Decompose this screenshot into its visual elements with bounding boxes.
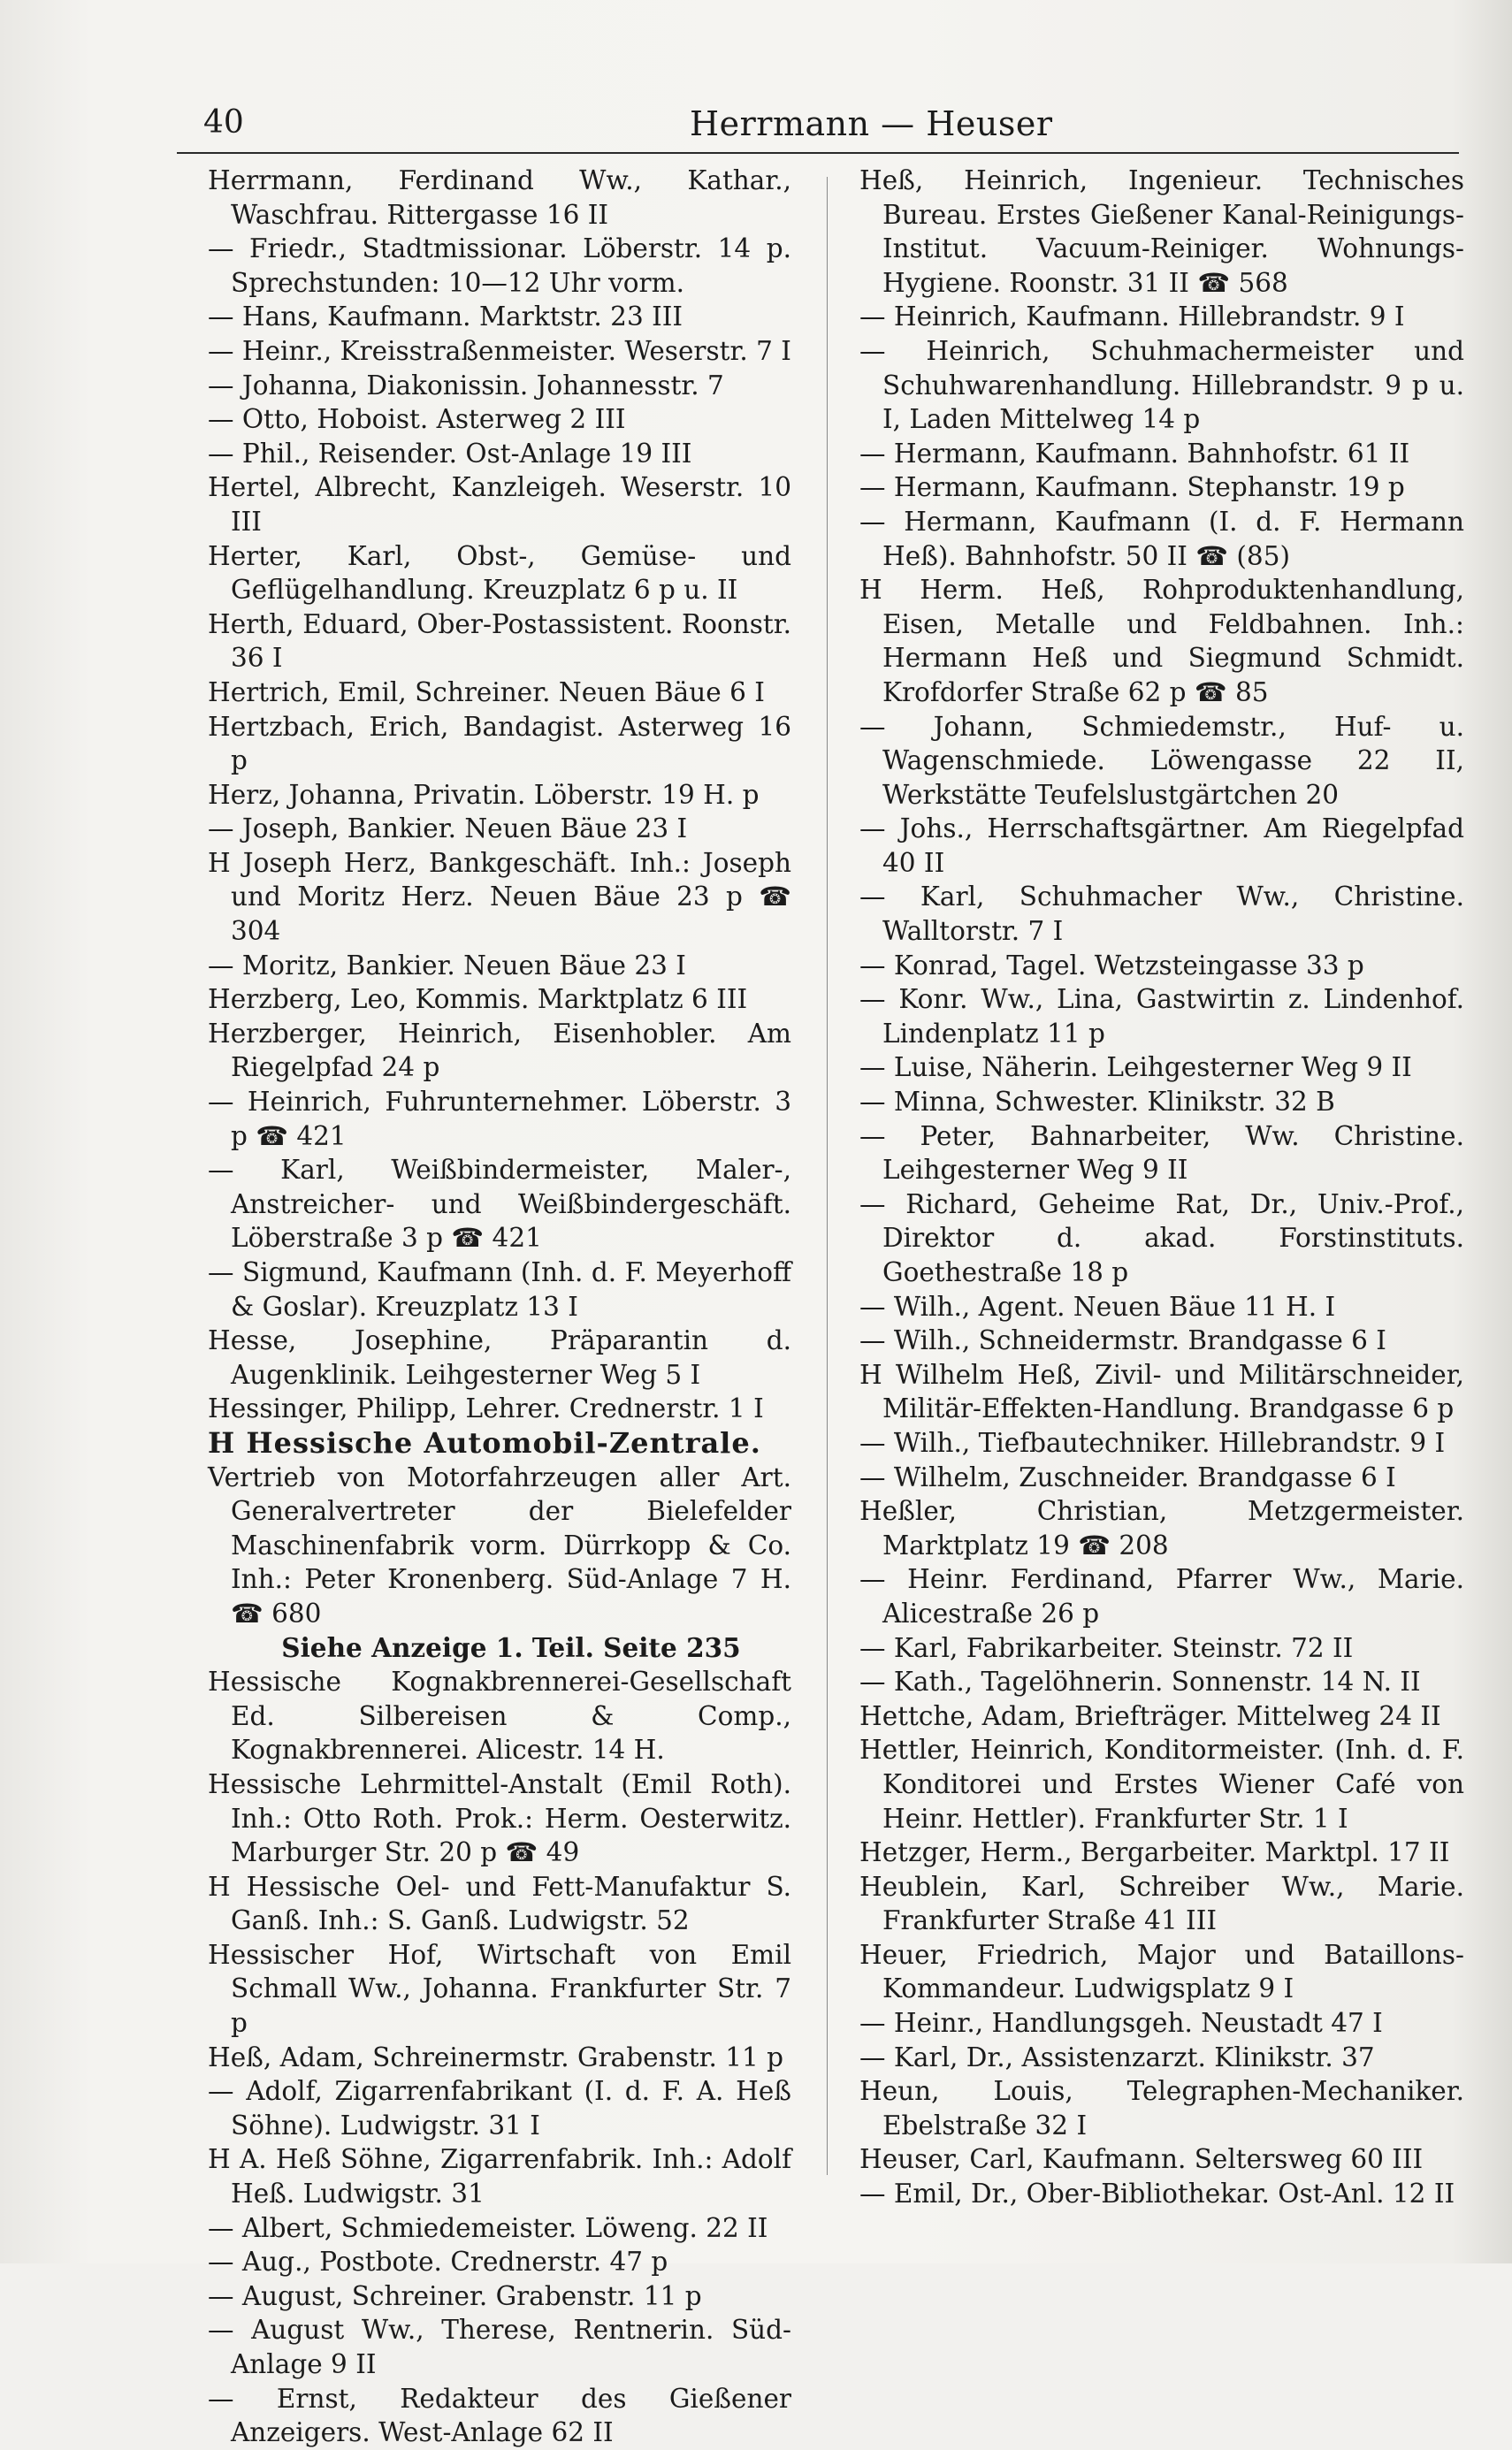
directory-entry: — Heinr., Kreisstraßenmeister. Weserstr. 7 I	[208, 335, 791, 366]
directory-entry: — Heinrich, Kaufmann. Hillebrandstr. 9 I	[859, 301, 1405, 332]
directory-entry: — Wilh., Agent. Neuen Bäue 11 H. I	[859, 1291, 1336, 1322]
directory-entry: — Johanna, Diakonissin. Johannesstr. 7	[208, 370, 724, 401]
page-header	[177, 99, 1459, 154]
directory-entry: Hettche, Adam, Briefträger. Mittelweg 24 II	[859, 1700, 1441, 1731]
directory-entry: Heß, Heinrich, Ingenieur. Technisches Bureau. Erstes Gießener Kanal-Reinigungs-Institut. Vacuum-Reiniger. Wohnungs-Hygiene. Roonstr. 31 II ☎ 568	[859, 165, 1464, 298]
directory-entry: — Konr. Ww., Lina, Gastwirtin z. Lindenhof. Lindenplatz 11 p	[859, 984, 1464, 1049]
column-divider	[827, 177, 828, 2175]
directory-entry: H Herm. Heß, Rohproduktenhandlung, Eisen, Metalle und Feldbahnen. Inh.: Hermann Heß und Siegmund Schmidt. Krofdorfer Straße 62 p ☎ 85	[859, 575, 1464, 707]
directory-entry: H Hessische Automobil-Zentrale.	[208, 1425, 761, 1460]
directory-entry: — Hermann, Kaufmann. Stephanstr. 19 p	[859, 472, 1405, 503]
directory-entry: — Albert, Schmiedemeister. Löweng. 22 II	[208, 2212, 768, 2243]
directory-entry: — Karl, Weißbindermeister, Maler-, Anstreicher- und Weißbindergeschäft. Löberstraße 3 p ☎ 421	[208, 1155, 791, 1254]
directory-entry: — Karl, Schuhmacher Ww., Christine. Walltorstr. 7 I	[859, 882, 1464, 947]
directory-entry: H Hessische Oel- und Fett-Manufaktur S. Ganß. Inh.: S. Ganß. Ludwigstr. 52	[208, 1871, 791, 1936]
directory-entry: Siehe Anzeige 1. Teil. Seite 235	[281, 1631, 741, 1663]
directory-entry: — Peter, Bahnarbeiter, Ww. Christine. Leihgesterner Weg 9 II	[859, 1120, 1464, 1186]
directory-entry: — Heinr., Handlungsgeh. Neustadt 47 I	[859, 2008, 1383, 2039]
directory-entry: Heuser, Carl, Kaufmann. Seltersweg 60 III	[859, 2144, 1424, 2175]
directory-entry: Hessische Lehrmittel-Anstalt (Emil Roth). Inh.: Otto Roth. Prok.: Herm. Oesterwitz. Marburger Str. 20 p ☎ 49	[208, 1768, 791, 1868]
right-column	[859, 164, 1464, 2211]
page-number: 40	[203, 104, 244, 141]
directory-entry: — Ernst, Redakteur des Gießener Anzeigers. West-Anlage 62 II	[208, 2383, 791, 2448]
directory-entry: — Hans, Kaufmann. Marktstr. 23 III	[208, 301, 683, 332]
directory-entry: Herrmann, Ferdinand Ww., Kathar., Waschfrau. Rittergasse 16 II	[208, 165, 791, 230]
directory-entry: — Luise, Näherin. Leihgesterner Weg 9 II	[859, 1052, 1412, 1083]
directory-entry: — Heinrich, Schuhmachermeister und Schuhwarenhandlung. Hillebrandstr. 9 p u. I, Laden Mittelweg 14 p	[859, 335, 1464, 435]
directory-entry: — Wilh., Tiefbautechniker. Hillebrandstr. 9 I	[859, 1427, 1446, 1458]
directory-entry: Vertrieb von Motorfahrzeugen aller Art. Generalvertreter der Bielefelder Maschinenfabrik vorm. Dürrkopp & Co. Inh.: Peter Kronenberg. Süd-Anlage 7 H. ☎ 680	[208, 1462, 791, 1629]
directory-entry: Heuer, Friedrich, Major und Bataillons-Kommandeur. Ludwigsplatz 9 I	[859, 1939, 1464, 2004]
directory-entry: H A. Heß Söhne, Zigarrenfabrik. Inh.: Adolf Heß. Ludwigstr. 31	[208, 2144, 791, 2210]
directory-entry: Herth, Eduard, Ober-Postassistent. Roonstr. 36 I	[208, 608, 791, 674]
directory-entry: Hessischer Hof, Wirtschaft von Emil Schmall Ww., Johanna. Frankfurter Str. 7 p	[208, 1939, 791, 2039]
directory-entry: — Friedr., Stadtmissionar. Löberstr. 14 p. Sprechstunden: 10—12 Uhr vorm.	[208, 233, 791, 298]
directory-entry: Herzberg, Leo, Kommis. Marktplatz 6 III	[208, 984, 748, 1015]
directory-entry: — Karl, Fabrikarbeiter. Steinstr. 72 II	[859, 1632, 1354, 1663]
directory-entry: — August, Schreiner. Grabenstr. 11 p	[208, 2280, 702, 2311]
directory-entry: — Hermann, Kaufmann. Bahnhofstr. 61 II	[859, 438, 1410, 469]
directory-entry: Hertzbach, Erich, Bandagist. Asterweg 16 p	[208, 711, 791, 776]
directory-entry: — Heinr. Ferdinand, Pfarrer Ww., Marie. Alicestraße 26 p	[859, 1564, 1464, 1629]
directory-entry: — Moritz, Bankier. Neuen Bäue 23 I	[208, 950, 686, 981]
directory-entry: Hettler, Heinrich, Konditormeister. (Inh. d. F. Konditorei und Erstes Wiener Café von Heinr. Hettler). Frankfurter Str. 1 I	[859, 1735, 1464, 1834]
directory-entry: — Johann, Schmiedemstr., Huf- u. Wagenschmiede. Löwengasse 22 II, Werkstätte Teufelslustgärtchen 20	[859, 711, 1464, 810]
directory-entry: H Wilhelm Heß, Zivil- und Militärschneider, Militär-Effekten-Handlung. Brandgasse 6 p	[859, 1359, 1464, 1424]
directory-entry: Herzberger, Heinrich, Eisenhobler. Am Riegelpfad 24 p	[208, 1018, 791, 1083]
directory-entry: — Phil., Reisender. Ost-Anlage 19 III	[208, 438, 692, 469]
directory-entry: — August Ww., Therese, Rentnerin. Süd-Anlage 9 II	[208, 2315, 791, 2379]
directory-entry: Hessinger, Philipp, Lehrer. Crednerstr. 1 I	[208, 1393, 764, 1424]
directory-entry: — Richard, Geheime Rat, Dr., Univ.-Prof., Direktor d. akad. Forstinstituts. Goethestraße 18 p	[859, 1188, 1464, 1287]
directory-entry: Heun, Louis, Telegraphen-Mechaniker. Ebelstraße 32 I	[859, 2076, 1464, 2141]
left-column	[208, 164, 791, 2450]
directory-entry: Hertel, Albrecht, Kanzleigeh. Weserstr. 10 III	[208, 472, 791, 537]
directory-entry: — Emil, Dr., Ober-Bibliothekar. Ost-Anl. 12 II	[859, 2179, 1455, 2210]
directory-entry: — Hermann, Kaufmann (I. d. F. Hermann Heß). Bahnhofstr. 50 II ☎ (85)	[859, 506, 1464, 571]
directory-entry: Hesse, Josephine, Präparantin d. Augenklinik. Leihgesterner Weg 5 I	[208, 1325, 791, 1390]
directory-entry: H Joseph Herz, Bankgeschäft. Inh.: Joseph und Moritz Herz. Neuen Bäue 23 p ☎ 304	[208, 847, 791, 947]
directory-entry: — Johs., Herrschaftsgärtner. Am Riegelpfad 40 II	[859, 813, 1464, 878]
directory-entry: — Joseph, Bankier. Neuen Bäue 23 I	[208, 813, 688, 844]
directory-entry: — Karl, Dr., Assistenzarzt. Klinikstr. 37	[859, 2042, 1375, 2072]
directory-entry: Herter, Karl, Obst-, Gemüse- und Geflügelhandlung. Kreuzplatz 6 p u. II	[208, 540, 791, 606]
directory-entry: — Kath., Tagelöhnerin. Sonnenstr. 14 N. II	[859, 1667, 1421, 1698]
directory-entry: Heßler, Christian, Metzgermeister. Marktplatz 19 ☎ 208	[859, 1496, 1464, 1561]
directory-entry: — Aug., Postbote. Crednerstr. 47 p	[208, 2247, 668, 2278]
directory-entry: Herz, Johanna, Privatin. Löberstr. 19 H. p	[208, 779, 760, 810]
running-head: Herrmann — Heuser	[690, 104, 1053, 143]
directory-entry: — Konrad, Tagel. Wetzsteingasse 33 p	[859, 950, 1364, 981]
directory-entry: — Adolf, Zigarrenfabrikant (I. d. F. A. Heß Söhne). Ludwigstr. 31 I	[208, 2076, 791, 2141]
directory-entry: Hessische Kognakbrennerei-Gesellschaft Ed. Silbereisen & Comp., Kognakbrennerei. Alicestr. 14 H.	[208, 1667, 791, 1766]
directory-entry: — Wilh., Schneidermstr. Brandgasse 6 I	[859, 1325, 1386, 1356]
directory-entry: — Sigmund, Kaufmann (Inh. d. F. Meyerhoff & Goslar). Kreuzplatz 13 I	[208, 1257, 791, 1322]
directory-entry: — Minna, Schwester. Klinikstr. 32 B	[859, 1087, 1335, 1118]
directory-entry: Heublein, Karl, Schreiber Ww., Marie. Frankfurter Straße 41 III	[859, 1871, 1464, 1936]
directory-entry: Heß, Adam, Schreinermstr. Grabenstr. 11 p	[208, 2042, 784, 2072]
directory-entry: — Heinrich, Fuhrunternehmer. Löberstr. 3 p ☎ 421	[208, 1087, 791, 1151]
directory-entry: Hetzger, Herm., Bergarbeiter. Marktpl. 17 II	[859, 1837, 1450, 1868]
directory-entry: — Wilhelm, Zuschneider. Brandgasse 6 I	[859, 1462, 1396, 1492]
directory-entry: — Otto, Hoboist. Asterweg 2 III	[208, 404, 626, 435]
directory-entry: Hertrich, Emil, Schreiner. Neuen Bäue 6 I	[208, 676, 765, 707]
